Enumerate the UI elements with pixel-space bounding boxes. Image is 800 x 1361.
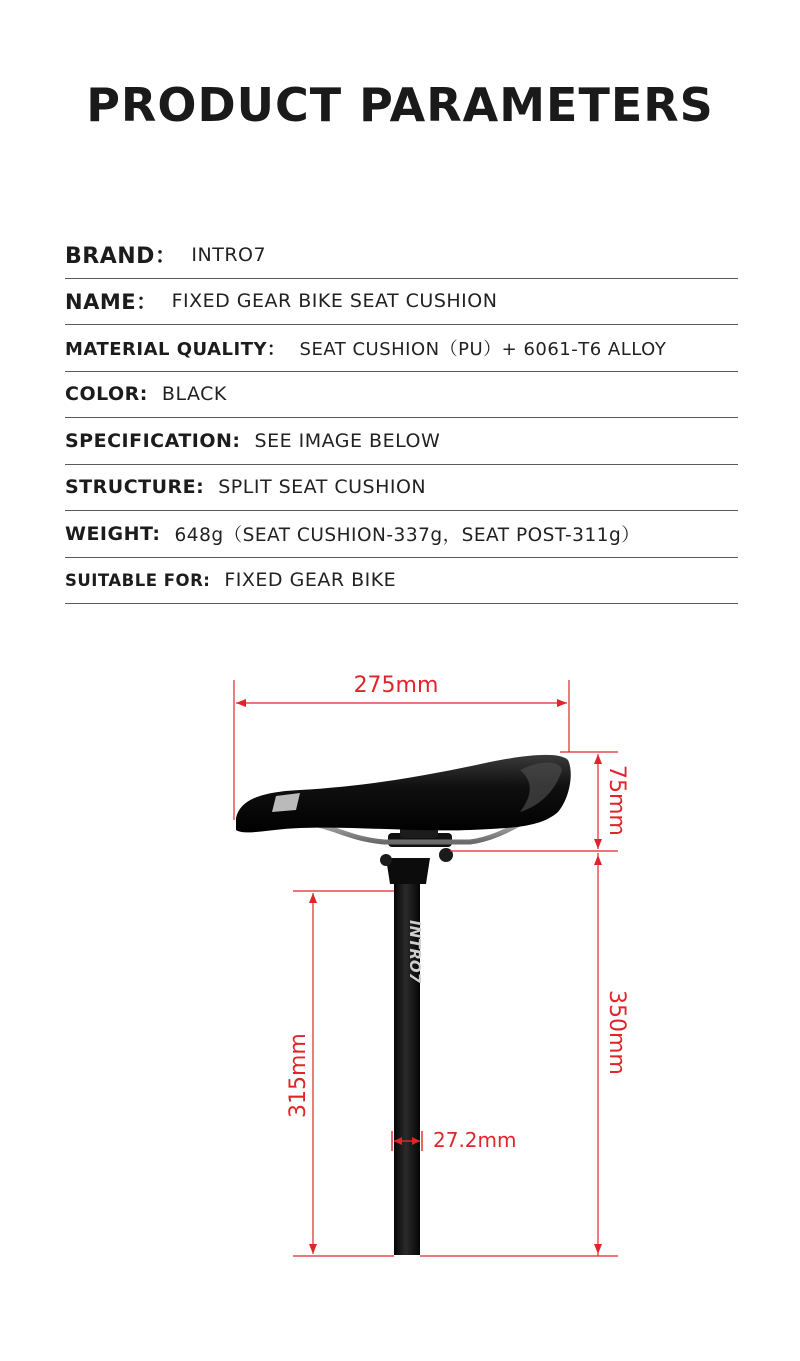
param-label: MATERIAL QUALITY：	[65, 338, 286, 360]
height-label: 75mm	[604, 765, 629, 836]
param-row-color	[65, 372, 738, 419]
post-brand-text: INTRO7	[406, 920, 424, 984]
param-value: 648g（SEAT CUSHION-337g，SEAT POST-311g）	[174, 524, 641, 546]
param-label: SPECIFICATION:	[65, 429, 241, 452]
param-value: FIXED GEAR BIKE	[224, 569, 397, 592]
clamp-bolt	[439, 848, 453, 862]
param-label: BRAND：	[65, 244, 178, 270]
param-label: COLOR:	[65, 383, 148, 406]
param-value: FIXED GEAR BIKE SEAT CUSHION	[171, 290, 498, 313]
seat-post-head	[386, 858, 430, 884]
parameter-list	[65, 232, 738, 604]
width-label: 275mm	[353, 673, 439, 698]
param-value: SPLIT SEAT CUSHION	[218, 476, 427, 499]
param-value: SEE IMAGE BELOW	[254, 429, 441, 452]
param-row-material	[65, 325, 738, 372]
param-row-brand	[65, 232, 738, 279]
diameter-label: 27.2mm	[433, 1128, 517, 1152]
param-value: INTRO7	[191, 243, 267, 266]
insert-length-label: 315mm	[286, 1033, 311, 1118]
page-title: PRODUCT PARAMETERS	[86, 78, 714, 132]
param-row-name	[65, 279, 738, 326]
dimension-diagram	[0, 640, 800, 1300]
saddle	[236, 755, 571, 832]
param-value: SEAT CUSHION（PU）+ 6061-T6 ALLOY	[299, 338, 667, 360]
param-label: WEIGHT:	[65, 522, 161, 545]
param-row-suitable-for	[65, 558, 738, 605]
param-row-specification	[65, 418, 738, 465]
post-length-dimension	[420, 853, 618, 1256]
param-label: NAME：	[65, 290, 158, 315]
param-value: BLACK	[161, 383, 227, 406]
post-length-label: 350mm	[604, 990, 629, 1075]
param-row-weight	[65, 511, 738, 558]
param-label: SUITABLE FOR:	[65, 570, 211, 590]
seat-post	[380, 826, 453, 1255]
param-row-structure	[65, 465, 738, 512]
param-label: STRUCTURE:	[65, 476, 205, 499]
